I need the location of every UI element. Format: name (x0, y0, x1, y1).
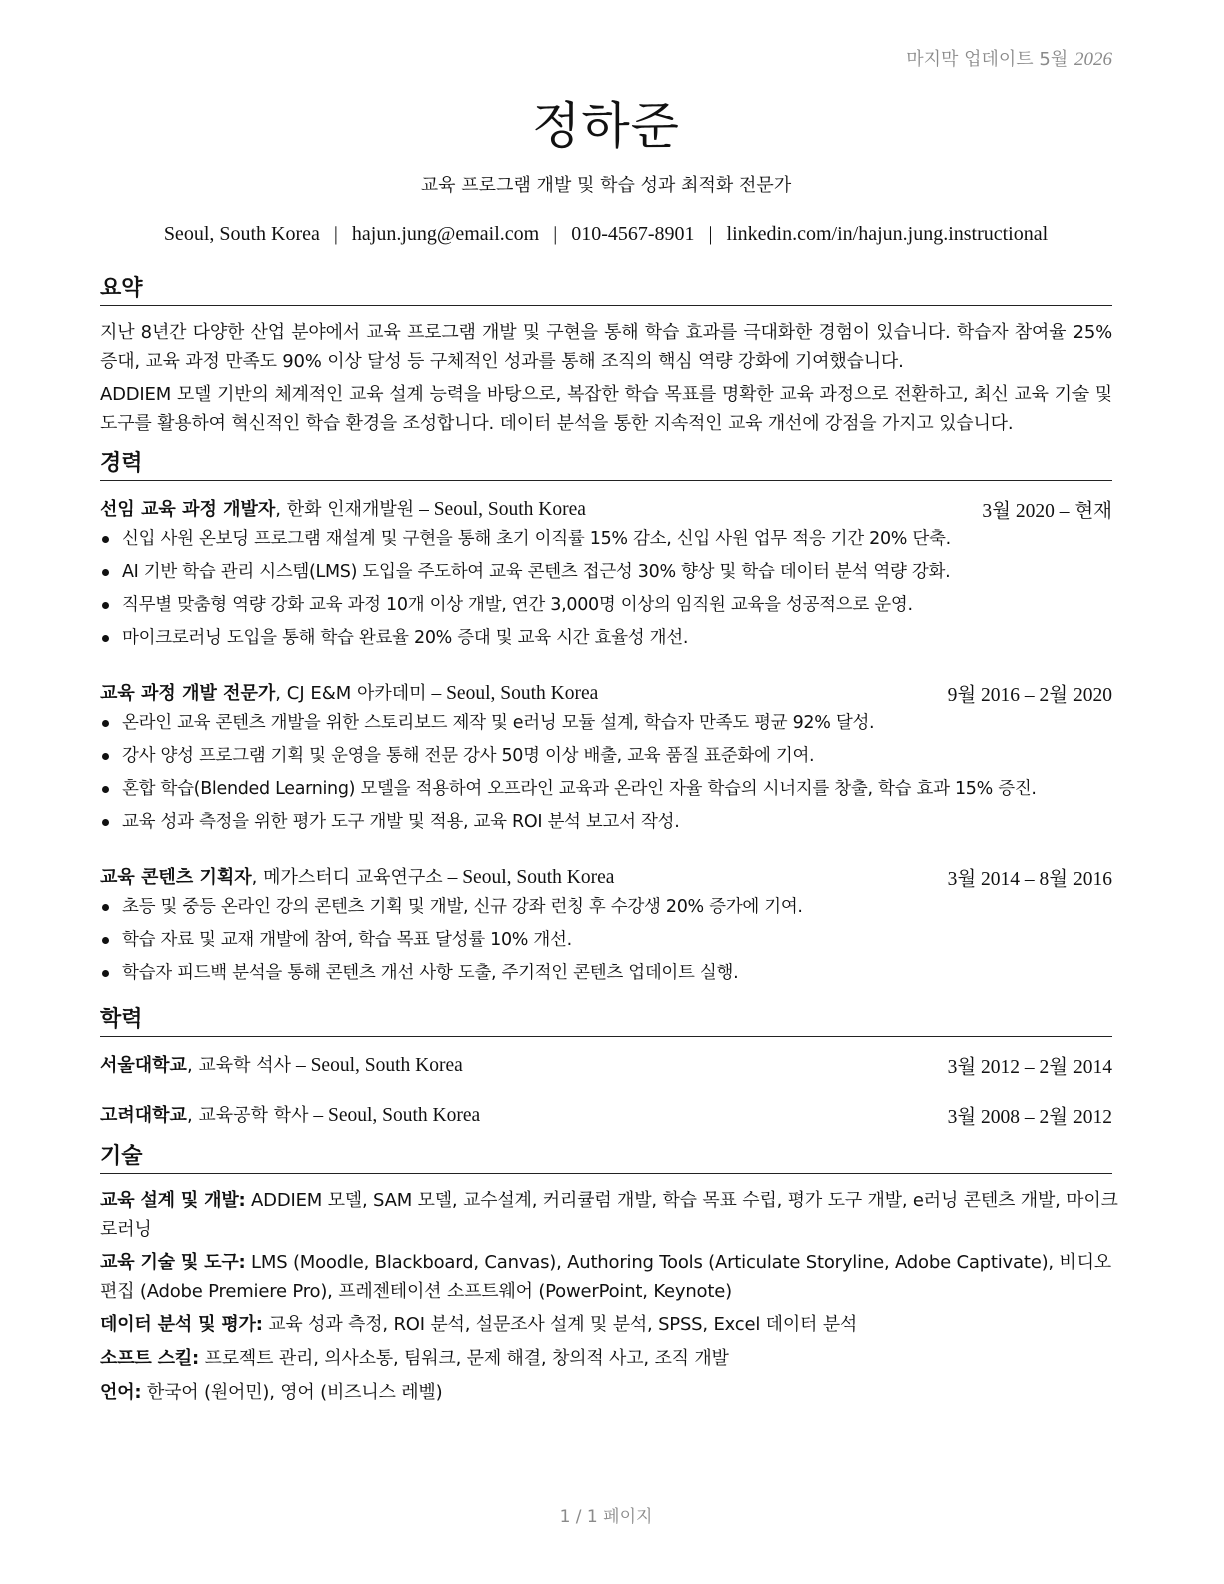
candidate-headline: 교육 프로그램 개발 및 학습 성과 최적화 전문가 (420, 175, 792, 196)
job-bullet: 교육 성과 측정을 위한 평가 도구 개발 및 적용, 교육 ROI 분석 보고서 작성. (100, 809, 1132, 842)
education-location: Seoul, South Korea (327, 1105, 481, 1126)
contact-email[interactable]: hajun.jung@email.com (351, 223, 540, 245)
last-updated (906, 45, 1112, 71)
job-location: Seoul, South Korea (462, 867, 615, 888)
job-bullet: 학습자 피드백 분석을 통해 콘텐츠 개선 사항 도출, 주기적인 콘텐츠 업데이트 실행. (100, 960, 1132, 993)
education-location: Seoul, South Korea (310, 1055, 463, 1076)
section-title-education: 학력 (100, 1006, 1112, 1037)
job-bullet: 강사 양성 프로그램 기획 및 운영을 통해 전문 강사 50명 이상 배출, 교육 품질 표준화에 기여. (100, 743, 1132, 776)
skill-row (100, 1344, 1118, 1373)
last-updated-label: 마지막 업데이트 (906, 49, 1034, 70)
section-title-skills: 기술 (100, 1143, 1112, 1174)
contact-line (80, 223, 1132, 246)
job-header: 교육 콘텐츠 기획자, 메가스터디 교육연구소 – Seoul, South Korea 3월 2014 – 8월 2016 (100, 863, 1112, 889)
job-bullet-list (100, 894, 1132, 993)
last-updated-month: 5월 (1039, 49, 1069, 70)
job-bullet: 초등 및 중등 온라인 강의 콘텐츠 기획 및 개발, 신규 강좌 런칭 후 수강생 20% 증가에 기여. (100, 894, 1132, 927)
skill-label: 소프트 스킬: (100, 1348, 200, 1369)
job-organization: CJ E&M 아카데미 (286, 683, 427, 704)
contact-phone[interactable]: 010-4567-8901 (571, 223, 695, 245)
last-updated-year: 2026 (1074, 49, 1112, 70)
skill-row (100, 1378, 1118, 1407)
section-title-summary: 요약 (100, 275, 1112, 306)
skill-value: 교육 성과 측정, ROI 분석, 설문조사 설계 및 분석, SPSS, Excel 데이터 분석 (268, 1314, 858, 1335)
summary-paragraph: ADDIEM 모델 기반의 체계적인 교육 설계 능력을 바탕으로, 복잡한 학습 목표를 명확한 교육 과정으로 전환하고, 최신 교육 기술 및 도구를 활용하여 혁신적인 학습 환경을 조성합니다. 데이터 분석을 통한 지속적인 교육 개선에 강점을 가지고 있습니다. (100, 384, 1112, 434)
contact-separator: | (333, 223, 338, 245)
job-location: Seoul, South Korea (433, 499, 586, 520)
job-bullet: AI 기반 학습 관리 시스템(LMS) 도입을 주도하여 교육 콘텐츠 접근성 30% 향상 및 학습 데이터 분석 역량 강화. (100, 559, 1132, 592)
job-dates: 3월 2020 – 현재 (982, 501, 1112, 522)
resume-page (100, 0, 1118, 1584)
job-bullet: 마이크로러닝 도입을 통해 학습 완료율 20% 증대 및 교육 시간 효율성 개선. (100, 625, 1132, 658)
skill-row (100, 1248, 1118, 1306)
skill-label: 교육 기술 및 도구: (100, 1252, 246, 1273)
job-bullet-list (100, 526, 1132, 658)
education-school: 고려대학교 (100, 1105, 187, 1126)
job-organization: 한화 인재개발원 (286, 499, 415, 520)
job-header: 교육 과정 개발 전문가, CJ E&M 아카데미 – Seoul, South Korea 9월 2016 – 2월 2020 (100, 679, 1112, 705)
job-bullet: 신입 사원 온보딩 프로그램 재설계 및 구현을 통해 초기 이직률 15% 감소, 신입 사원 업무 적응 기간 20% 단축. (100, 526, 1132, 559)
education-dates: 3월 2012 – 2월 2014 (947, 1057, 1112, 1078)
skill-row (100, 1310, 1118, 1339)
education-degree: 교육학 석사 (198, 1055, 292, 1076)
candidate-name: 정하준 (532, 97, 680, 155)
education-entry: 고려대학교, 교육공학 학사 – Seoul, South Korea 3월 2008 – 2월 2012 (100, 1101, 1112, 1127)
job-organization: 메가스터디 교육연구소 (263, 867, 443, 888)
contact-separator: | (553, 223, 558, 245)
job-bullet-list (100, 710, 1132, 842)
job-bullet: 직무별 맞춤형 역량 강화 교육 과정 10개 이상 개발, 연간 3,000명 이상의 임직원 교육을 성공적으로 운영. (100, 592, 1132, 625)
job-dates: 9월 2016 – 2월 2020 (947, 685, 1112, 706)
job-bullet: 혼합 학습(Blended Learning) 모델을 적용하여 오프라인 교육과 온라인 자율 학습의 시너지를 창출, 학습 효과 15% 증진. (100, 776, 1132, 809)
skill-label: 교육 설계 및 개발: (100, 1190, 246, 1211)
skill-value: 프로젝트 관리, 의사소통, 팀워크, 문제 해결, 창의적 사고, 조직 개발 (204, 1348, 729, 1369)
job-location: Seoul, South Korea (446, 683, 599, 704)
job-bullet: 온라인 교육 콘텐츠 개발을 위한 스토리보드 제작 및 e러닝 모듈 설계, 학습자 만족도 평균 92% 달성. (100, 710, 1132, 743)
job-role: 교육 콘텐츠 기획자 (100, 867, 252, 888)
job-header: 선임 교육 과정 개발자, 한화 인재개발원 – Seoul, South Korea 3월 2020 – 현재 (100, 495, 1112, 521)
skill-value: LMS (Moodle, Blackboard, Canvas), Authoring Tools (Articulate Storyline, Adobe Captivate), 비디오 편집 (Adobe Premiere Pro), 프레젠테이션 소프트웨어 (PowerPoint, Keynote) (100, 1252, 1111, 1302)
education-dates: 3월 2008 – 2월 2012 (947, 1107, 1112, 1128)
contact-separator: | (708, 223, 713, 245)
job-bullet: 학습 자료 및 교재 개발에 참여, 학습 목표 달성률 10% 개선. (100, 927, 1132, 960)
skill-value: 한국어 (원어민), 영어 (비즈니스 레벨) (146, 1382, 443, 1403)
skill-value: ADDIEM 모델, SAM 모델, 교수설계, 커리큘럼 개발, 학습 목표 수립, 평가 도구 개발, e러닝 콘텐츠 개발, 마이크로러닝 (100, 1190, 1118, 1240)
skill-label: 데이터 분석 및 평가: (100, 1314, 263, 1335)
summary-paragraph: 지난 8년간 다양한 산업 분야에서 교육 프로그램 개발 및 구현을 통해 학습 효과를 극대화한 경험이 있습니다. 학습자 참여율 25% 증대, 교육 과정 만족도 90% 이상 달성 등 구체적인 성과를 통해 조직의 핵심 역량 강화에 기여했습니다. (100, 322, 1112, 372)
job-dates: 3월 2014 – 8월 2016 (947, 869, 1112, 890)
job-role: 교육 과정 개발 전문가 (100, 683, 276, 704)
education-degree: 교육공학 학사 (198, 1105, 309, 1126)
section-title-experience: 경력 (100, 450, 1112, 481)
skill-label: 언어: (100, 1382, 142, 1403)
contact-location: Seoul, South Korea (163, 223, 320, 245)
education-entry: 서울대학교, 교육학 석사 – Seoul, South Korea 3월 2012 – 2월 2014 (100, 1051, 1112, 1077)
skill-row (100, 1186, 1118, 1244)
contact-linkedin[interactable]: linkedin.com/in/hajun.jung.instructional (726, 223, 1049, 245)
page-indicator: 1 / 1 페이지 (559, 1507, 653, 1527)
education-school: 서울대학교 (100, 1055, 187, 1076)
job-role: 선임 교육 과정 개발자 (100, 499, 276, 520)
